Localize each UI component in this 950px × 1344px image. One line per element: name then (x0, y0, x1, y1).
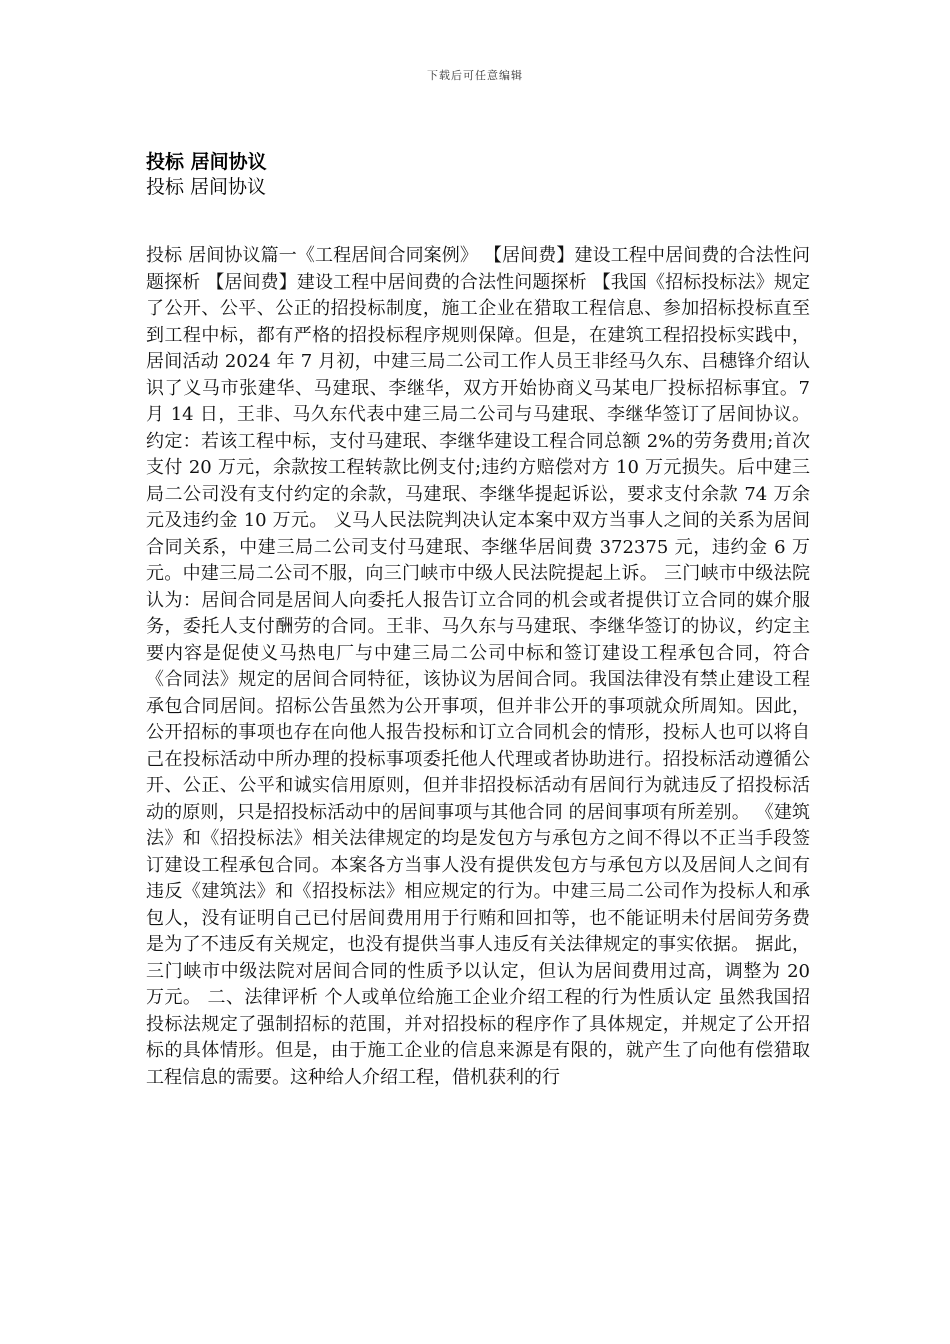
body-paragraph: 投标 居间协议篇一《工程居间合同案例》 【居间费】建设工程中居间费的合法性问题探析 【居间费】建设工程中居间费的合法性问题探析 【我国《招标投标法》规定了公开、公平、公正的招投标制度，施工企业在猎取工程信息、参加招标投标直至到工程中标，都有严格的招投标程序规则保障。但是，在建筑工程招投标实践中，居间活动 2024 年 7 月初，中建三局二公司工作人员王非经马久东、吕穗锋介绍认识了义马市张建华、马建珉、李继华，双方开始协商义马某电厂投标招标事宜。7 月 14 日，王非、马久东代表中建三局二公司与马建珉、李继华签订了居间协议。约定：若该工程中标，支付马建珉、李继华建设工程合同总额 2%的劳务费用;首次支付 20 万元，余款按工程转款比例支付;违约方赔偿对方 10 万元损失。后中建三局二公司没有支付约定的余款，马建珉、李继华提起诉讼，要求支付余款 74 万余元及违约金 10 万元。 义马人民法院判决认定本案中双方当事人之间的关系为居间合同关系，中建三局二公司支付马建珉、李继华居间费 372375 元，违约金 6 万元。中建三局二公司不服，向三门峡市中级人民法院提起上诉。 三门峡市中级法院认为：居间合同是居间人向委托人报告订立合同的机会或者提供订立合同的媒介服务，委托人支付酬劳的合同。王非、马久东与马建珉、李继华签订的协议，约定主要内容是促使义马热电厂与中建三局二公司中标和签订建设工程承包合同，符合《合同法》规定的居间合同特征，该协议为居间合同。我国法律没有禁止建设工程承包合同居间。招标公告虽然为公开事项，但并非公开的事项就众所周知。因此，公开招标的事项也存在向他人报告投标和订立合同机会的情形，投标人也可以将自己在投标活动中所办理的投标事项委托他人代理或者协助进行。招投标活动遵循公开、公正、公平和诚实信用原则，但并非招投标活动有居间行为就违反了招投标活动的原则，只是招投标活动中的居间事项与其他合同 的居间事项有所差别。 《建筑法》和《招投标法》相关法律规定的均是发包方与承包方之间不得以不正当手段签订建设工程承包合同。本案各方当事人没有提供发包方与承包方以及居间人之间有违反《建筑法》和《招投标法》相应规定的行为。中建三局二公司作为投标人和承包人，没有证明自己已付居间费用用于行贿和回扣等，也不能证明未付居间劳务费是为了不违反有关规定，也没有提供当事人违反有关法律规定的事实依据。 据此，三门峡市中级法院对居间合同的性质予以认定，但认为居间费用过高，调整为 20 万元。 二、法律评析 个人或单位给施工企业介绍工程的行为性质认定 虽然我国招投标法规定了强制招标的范围，并对招投标的程序作了具体规定，并规定了公开招标的具体情形。但是，由于施工企业的信息来源是有限的，就产生了向他有偿猎取工程信息的需要。这种给人介绍工程，借机获利的行 (146, 245, 810, 1088)
document-body (146, 243, 810, 1303)
document-title: 投标 居间协议 (146, 151, 267, 173)
document-subtitle: 投标 居间协议 (146, 176, 267, 198)
title-block (146, 150, 806, 200)
header-note: 下载后可任意编辑 (427, 69, 523, 82)
